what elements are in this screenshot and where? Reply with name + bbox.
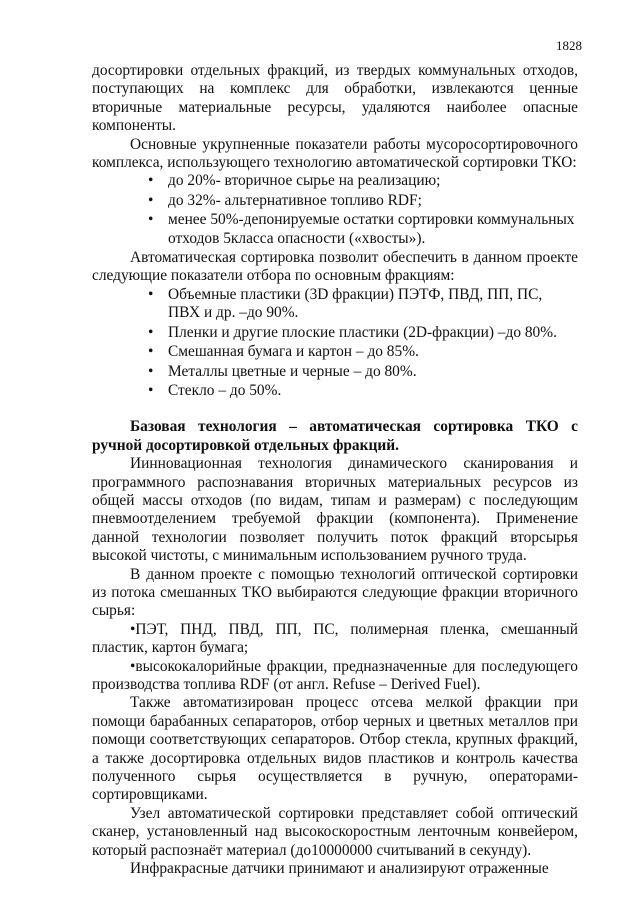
section-heading: Базовая технология – автоматическая сортировка ТКО с ручной досортировкой отдельных фракций. [92,418,578,454]
page-number: 1828 [556,38,582,53]
fraction-item: • Металлы цветные и черные – до 80%. [146,363,578,381]
paragraph-continuation: досортировки отдельных фракций, из твердых коммунальных отходов, поступающих на комплекс для обработки, извлекаются ценные вторичные материальные ресурсы, удаляются наиболее опасные компоненты. [92,62,578,135]
paragraph-technology: Иинновационная технология динамического сканирования и программного распознавания вторичных материальных ресурсов из общей массы отходов (по видам, типам и размерам) с последующим пневмоотделением требуемой фракции (компонента). Применение данной технологии позволяет получить поток фракций вторсырья высокой чистоты, с минимальным использованием ручного труда. [92,455,578,565]
fraction-item: • Пленки и другие плоские пластики (2D-фракции) –до 80%. [146,324,578,342]
paragraph-sorting-unit: Узел автоматической сортировки представляет собой оптический сканер, установленный над высокоскоростным ленточным конвейером, который распознаёт материал (до10000000 считываний в секунду). [92,804,578,859]
fractions-list [92,286,578,400]
indicator-item: • менее 50%-депонируемые остатки сортировки коммунальных отходов 5класса опасности («хвосты»). [146,211,578,248]
indicator-item: • до 32%- альтернативное топливо RDF; [146,192,578,210]
paragraph-indicators-lead: Основные укрупненные показатели работы мусоросортировочного комплекса, использующего технологию автоматической сортировки ТКО: [92,135,578,172]
page-body [92,62,578,878]
secondary-fraction-item: •высококалорийные фракции, предназначенные для последующего производства топлива RDF (от англ. Refuse – Derived Fuel). [92,657,578,693]
secondary-fraction-item: •ПЭТ, ПНД, ПВД, ПП, ПС, полимерная пленка, смешанный пластик, картон бумага; [92,620,578,657]
fraction-item: • Стекло – до 50%. [146,382,578,400]
paragraph-automation: Также автоматизирован процесс отсева мелкой фракции при помощи барабанных сепараторов, отбор черных и цветных металлов при помощи соответствующих сепараторов. Отбор стекла, крупных фракций, а также досортировка отдельных видов пластиков и контроль качества полученного сырья осуществляется в ручную, операторами- сортировщиками. [92,694,578,804]
paragraph-infrared-sensors: Инфракрасные датчики принимают и анализируют отраженные [130,860,549,878]
paragraph-fractions-lead: Автоматическая сортировка позволит обеспечить в данном проекте следующие показатели отбора по основным фракциям: [92,249,578,285]
fraction-item: • Смешанная бумага и картон – до 85%. [146,343,578,361]
indicators-list [92,172,578,248]
paragraph-optical-sorting: В данном проекте с помощью технологий оптической сортировки из потока смешанных ТКО выбираются следующие фракции вторичного сырья: [92,565,578,620]
fraction-item: • Объемные пластики (3D фракции) ПЭТФ, ПВД, ПП, ПС, ПВХ и др. –до 90%. [146,286,578,323]
indicator-item: • до 20%- вторичное сырье на реализацию; [146,172,578,190]
